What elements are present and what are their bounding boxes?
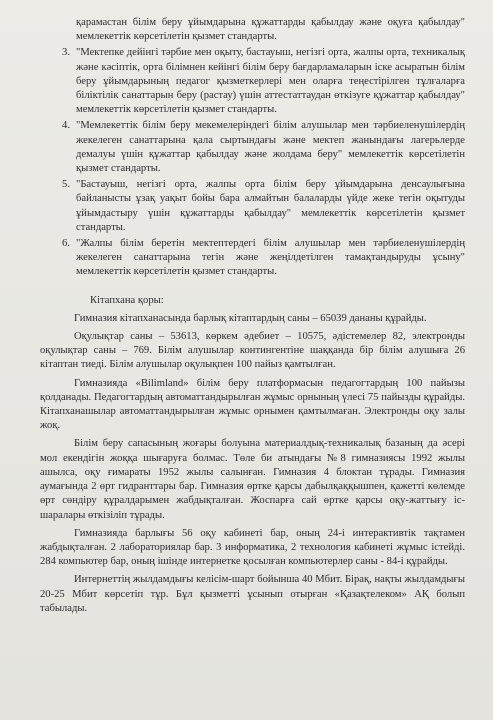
body-paragraph: Білім беру сапасының жоғары болуына материалдық-техникалық базаның да әсері мол екендігін жоққа шығаруға болмас. Төле би атындағы №8 гимназиясы 1992 жылы ашылса, оқу ғимараты 1952 жылы салынған. Гимназия 4 блоктан тұрады. Гимназия аумағында 2 өрт гидранттары бар. Гимназия өртке қарсы дабылқаққышпен, қажетті көлемде өрт сөндіру құралдарымен жабдықталған. Жоспарға сай өртке қарсы оқу-жаттығу іс-шаралары өткізіліп тұрады. xyxy=(40,438,465,521)
list-item xyxy=(40,178,465,235)
list-number: 3. xyxy=(62,47,70,59)
list-number: 5. xyxy=(62,179,70,191)
list-number: 6. xyxy=(62,238,70,250)
list-text: "Мектепке дейінгі тәрбие мен оқыту, бастауыш, негізгі орта, жалпы орта, техникалық және кәсіптік, орта білімнен кейінгі білім беру бағдарламаларын іске асыратын білім беру ұйымдарының педагог қызметкерлері мен оларға теңестірілген тұлғаларға біліктілік санаттарын беру (растау) үшін аттестаттаудан өткізуге құжаттар қабылдау" мемлекеттік көрсетілетін қызмет стандарты. xyxy=(76,47,465,116)
standards-list xyxy=(40,46,465,279)
list-text: "Бастауыш, негізгі орта, жалпы орта білім беру ұйымдарына денсаулығына байланысты ұзақ уақыт бойы бара алмайтын балаларды үйде жеке тегін оқытуды ұйымдастыру үшін құжаттарды қабылдау" мемлекеттік көрсетілетін қызмет стандарты. xyxy=(76,179,465,233)
body-paragraph: Оқулықтар саны – 53613, көркем әдебиет – 10575, әдістемелер 82, электронды оқулықтар саны – 769. Білім алушылар контингентіне шаққанда бір білім алушыға 26 кітаптан тиеді. Білім алушылар оқулықпен 100 пайыз қамтылған. xyxy=(40,331,465,371)
library-heading: Кітапхана қоры: xyxy=(90,294,164,306)
list-item xyxy=(40,46,465,117)
body-paragraph: Гимназия кітапханасында барлық кітаптардың саны – 65039 дананы құрайды. xyxy=(74,312,427,324)
body-paragraph: Гимназияда «Bilimland» білім беру платформасын педагогтардың 100 пайызы қолданады. Педагогтардың автоматтандырылған жұмыс орнының үлесі 75 пайызды құрайды. Кітапханашылар автоматтандырылған жұмыс орнымен қамтылмаған. Электронды оқу залы жоқ. xyxy=(40,377,465,432)
list-number: 4. xyxy=(62,120,70,132)
list-item xyxy=(40,237,465,280)
body-paragraph: Гимназияда барлығы 56 оқу кабинеті бар, оның 24-і интерактивтік тақтамен жабдықталған. 2 лабораториялар бар. 3 информатика, 2 технология кабинеті жұмыс істейді. 284 компьютер бар, оның ішінде интернетке қосылған компьютерлер саны - 84-і құрайды. xyxy=(40,527,465,568)
continuation-paragraph: қарамастан білім беру ұйымдарына құжаттарды қабылдау және оқуға қабылдау" мемлекеттік көрсетілетін қызмет стандарты. xyxy=(76,17,465,43)
list-text: "Жалпы білім беретін мектептердегі білім алушылар мен тәрбиеленушілердің жекелеген санаттарына тегін және жеңілдетілген тамақтандыруды ұсыну" мемлекеттік көрсетілетін қызмет стандарты. xyxy=(76,238,465,278)
body-paragraph: Интернеттің жылдамдығы келісім-шарт бойынша 40 Мбит. Бірақ, нақты жылдамдығы 20-25 Мбит көрсетіп тұр. Бұл қызметті ұсынып отырған «Қазақтелеком» АҚ болып табылады. xyxy=(40,574,465,614)
list-item xyxy=(40,119,465,176)
list-text: "Мемлекеттік білім беру мекемелеріндегі білім алушылар мен тәрбиеленушілердің жекелеген санаттарына қала сыртындағы және мектеп жанындағы лагерьлерде демалуы үшін құжаттар қабылдау және жолдама беру" мемлекеттік көрсетілетін қызмет стандарты. xyxy=(76,120,465,175)
